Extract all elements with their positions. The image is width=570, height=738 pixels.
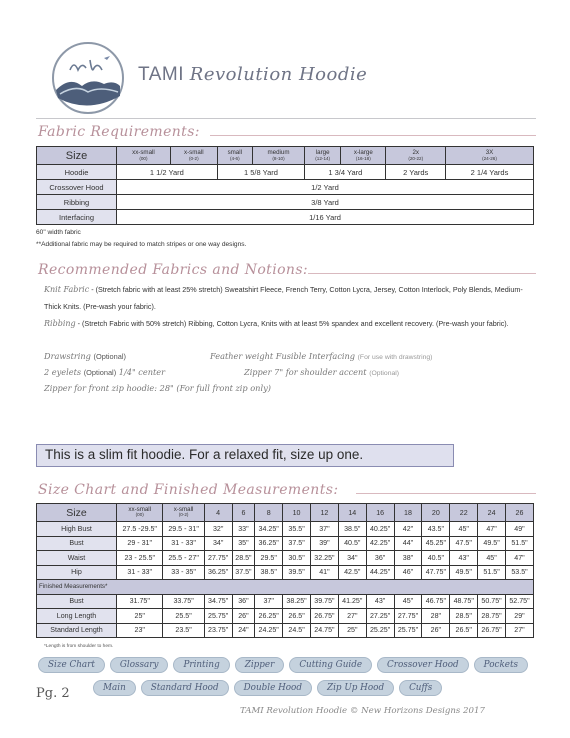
size-col: 2x (20-22) bbox=[386, 147, 446, 165]
table-cell: 45.25" bbox=[422, 536, 450, 551]
fabric-width-note: 60" width fabric bbox=[36, 229, 81, 236]
table-row bbox=[37, 536, 534, 551]
body-measurements bbox=[37, 522, 534, 580]
table-cell: 1 3/4 Yard bbox=[305, 165, 386, 180]
size-col: medium (8-10) bbox=[252, 147, 304, 165]
interfacing-notion: Feather weight Fusible Interfacing (For use with drawstring) bbox=[210, 351, 433, 361]
size-col: xx-small (00) bbox=[117, 504, 163, 522]
table-cell: 26.5" bbox=[450, 623, 478, 638]
nav-button-printing[interactable]: Printing bbox=[173, 657, 229, 673]
table-row bbox=[37, 551, 534, 566]
size-col: 14 bbox=[338, 504, 366, 522]
table-header-row bbox=[37, 504, 534, 522]
table-cell: 27.75" bbox=[204, 551, 232, 566]
table-cell: 35" bbox=[232, 536, 255, 551]
row-label: Standard Length bbox=[37, 623, 117, 638]
row-label: Crossover Hood bbox=[37, 180, 117, 195]
table-cell: 39.5" bbox=[283, 565, 311, 580]
table-cell: 32" bbox=[204, 522, 232, 537]
nav-button-size-chart[interactable]: Size Chart bbox=[38, 657, 105, 673]
title-brand: TAMI bbox=[138, 64, 184, 85]
table-cell: 31.75" bbox=[117, 594, 163, 609]
table-cell: 27.75" bbox=[394, 609, 422, 624]
table-cell: 27" bbox=[506, 623, 534, 638]
size-col: 6 bbox=[232, 504, 255, 522]
ribbing-label: Ribbing bbox=[44, 319, 76, 328]
table-row bbox=[37, 210, 534, 225]
drawstring-notion: Drawstring (Optional) bbox=[44, 351, 126, 361]
table-cell: 26" bbox=[232, 609, 255, 624]
table-cell: 42.25" bbox=[366, 536, 394, 551]
table-cell: 23 - 25.5" bbox=[117, 551, 163, 566]
nav-button-zipper[interactable]: Zipper bbox=[235, 657, 285, 673]
table-cell: 52.75" bbox=[506, 594, 534, 609]
size-col: large (12-14) bbox=[305, 147, 341, 165]
table-cell: 31 - 33" bbox=[163, 536, 204, 551]
size-col: 26 bbox=[506, 504, 534, 522]
table-row bbox=[37, 522, 534, 537]
table-cell: 24.25" bbox=[255, 623, 283, 638]
table-cell: 27.5 -29.5" bbox=[117, 522, 163, 537]
table-cell: 34" bbox=[204, 536, 232, 551]
size-col: small (4-6) bbox=[217, 147, 252, 165]
table-cell: 30.5" bbox=[283, 551, 311, 566]
table-cell: 49.5" bbox=[478, 536, 506, 551]
table-cell: 1/16 Yard bbox=[117, 210, 534, 225]
table-cell: 29.5 - 31" bbox=[163, 522, 204, 537]
table-cell: 2 1/4 Yards bbox=[445, 165, 533, 180]
row-label: Bust bbox=[37, 536, 117, 551]
table-cell: 38" bbox=[394, 551, 422, 566]
table-row bbox=[37, 565, 534, 580]
table-cell: 23" bbox=[117, 623, 163, 638]
table-cell: 40.5" bbox=[422, 551, 450, 566]
section-divider bbox=[308, 273, 536, 274]
fabric-requirements-heading: Fabric Requirements: bbox=[38, 124, 200, 140]
length-footnote: *Length is from shoulder to hem. bbox=[44, 644, 114, 649]
table-cell: 37" bbox=[310, 522, 338, 537]
table-cell: 38.25" bbox=[283, 594, 311, 609]
size-col: 24 bbox=[478, 504, 506, 522]
table-cell: 26.5" bbox=[283, 609, 311, 624]
brand-logo bbox=[50, 40, 126, 116]
knit-fabric-label: Knit Fabric bbox=[44, 285, 90, 294]
table-cell: 26.25" bbox=[255, 609, 283, 624]
size-col: x-small (0-2) bbox=[170, 147, 217, 165]
finished-measurements bbox=[37, 594, 534, 638]
table-cell: 3/8 Yard bbox=[117, 195, 534, 210]
row-label: Ribbing bbox=[37, 195, 117, 210]
table-cell: 25" bbox=[117, 609, 163, 624]
table-cell: 47.5" bbox=[450, 536, 478, 551]
knit-fabric-paragraph bbox=[44, 282, 534, 315]
fabric-requirements-table bbox=[36, 146, 534, 225]
table-cell: 26.75" bbox=[310, 609, 338, 624]
table-cell: 44" bbox=[394, 536, 422, 551]
size-col: 8 bbox=[255, 504, 283, 522]
table-cell: 29" bbox=[506, 609, 534, 624]
size-col: x-large (16-18) bbox=[341, 147, 386, 165]
table-cell: 1 1/2 Yard bbox=[117, 165, 218, 180]
table-cell: 29 - 31" bbox=[117, 536, 163, 551]
table-cell: 34" bbox=[338, 551, 366, 566]
table-cell: 33" bbox=[232, 522, 255, 537]
table-cell: 49" bbox=[506, 522, 534, 537]
row-label: Hip bbox=[37, 565, 117, 580]
table-cell: 29.5" bbox=[255, 551, 283, 566]
size-header: Size bbox=[37, 504, 117, 522]
table-cell: 1 5/8 Yard bbox=[217, 165, 304, 180]
table-cell: 31 - 33" bbox=[117, 565, 163, 580]
row-label: Long Length bbox=[37, 609, 117, 624]
table-cell: 32.25" bbox=[310, 551, 338, 566]
table-cell: 34.25" bbox=[255, 522, 283, 537]
table-cell: 41.25" bbox=[338, 594, 366, 609]
table-cell: 43" bbox=[450, 551, 478, 566]
nav-button-standard-hood[interactable]: Standard Hood bbox=[141, 680, 229, 696]
size-col: 22 bbox=[450, 504, 478, 522]
section-divider bbox=[356, 493, 536, 494]
table-cell: 25.25" bbox=[366, 623, 394, 638]
eyelets-notion: 2 eyelets (Optional) 1/4" center bbox=[44, 367, 166, 377]
table-cell: 25" bbox=[338, 623, 366, 638]
table-cell: 27.25" bbox=[366, 609, 394, 624]
row-label: Interfacing bbox=[37, 210, 117, 225]
table-cell: 26.75" bbox=[478, 623, 506, 638]
table-cell: 46" bbox=[394, 565, 422, 580]
table-cell: 51.5" bbox=[478, 565, 506, 580]
size-col: x-small (0-2) bbox=[163, 504, 204, 522]
size-chart-table bbox=[36, 503, 534, 638]
page-number: Pg. 2 bbox=[36, 686, 70, 701]
table-cell: 33 - 35" bbox=[163, 565, 204, 580]
row-label: Hoodie bbox=[37, 165, 117, 180]
nav-button-zip-up-hood[interactable]: Zip Up Hood bbox=[317, 680, 394, 696]
table-cell: 28" bbox=[422, 609, 450, 624]
table-cell: 2 Yards bbox=[386, 165, 446, 180]
nav-button-cutting-guide[interactable]: Cutting Guide bbox=[289, 657, 372, 673]
footer-credit: TAMI Revolution Hoodie © New Horizons Designs 2017 bbox=[240, 706, 485, 716]
table-cell: 47" bbox=[506, 551, 534, 566]
nav-button-pockets[interactable]: Pockets bbox=[474, 657, 528, 673]
table-row bbox=[37, 609, 534, 624]
row-label: Waist bbox=[37, 551, 117, 566]
table-cell: 36.25" bbox=[204, 565, 232, 580]
table-cell: 35.5" bbox=[283, 522, 311, 537]
additional-fabric-note: **Additional fabric may be required to match stripes or one way designs. bbox=[36, 241, 247, 248]
recommended-heading: Recommended Fabrics and Notions: bbox=[38, 262, 309, 278]
table-cell: 43.5" bbox=[422, 522, 450, 537]
nav-row-2 bbox=[93, 680, 442, 696]
size-col: 20 bbox=[422, 504, 450, 522]
table-cell: 39.75" bbox=[310, 594, 338, 609]
table-cell: 24.75" bbox=[310, 623, 338, 638]
finished-measurements-label: Finished Measurements* bbox=[37, 580, 534, 595]
table-cell: 28.5" bbox=[450, 609, 478, 624]
table-cell: 28.5" bbox=[232, 551, 255, 566]
table-cell: 37.5" bbox=[283, 536, 311, 551]
table-cell: 33.75" bbox=[163, 594, 204, 609]
size-col: 10 bbox=[283, 504, 311, 522]
table-cell: 25.5" bbox=[163, 609, 204, 624]
table-cell: 36" bbox=[366, 551, 394, 566]
table-cell: 40.5" bbox=[338, 536, 366, 551]
fit-banner: This is a slim fit hoodie. For a relaxed fit, size up one. bbox=[36, 444, 454, 467]
table-cell: 40.25" bbox=[366, 522, 394, 537]
table-cell: 34.75" bbox=[204, 594, 232, 609]
size-col: 3X (24-26) bbox=[445, 147, 533, 165]
size-header: Size bbox=[37, 147, 117, 165]
table-cell: 49.5" bbox=[450, 565, 478, 580]
table-cell: 25.75" bbox=[394, 623, 422, 638]
nav-button-glossary[interactable]: Glossary bbox=[110, 657, 169, 673]
zipper-accent-notion: Zipper 7" for shoulder accent (Optional) bbox=[244, 367, 400, 377]
size-col: 18 bbox=[394, 504, 422, 522]
nav-button-double-hood[interactable]: Double Hood bbox=[234, 680, 312, 696]
table-cell: 45" bbox=[450, 522, 478, 537]
table-cell: 24" bbox=[232, 623, 255, 638]
table-cell: 38.5" bbox=[255, 565, 283, 580]
table-cell: 45" bbox=[394, 594, 422, 609]
nav-button-cuffs[interactable]: Cuffs bbox=[399, 680, 442, 696]
table-cell: 45" bbox=[478, 551, 506, 566]
table-cell: 44.25" bbox=[366, 565, 394, 580]
size-col: xx-small (00) bbox=[117, 147, 171, 165]
table-cell: 48.75" bbox=[450, 594, 478, 609]
table-cell: 47.75" bbox=[422, 565, 450, 580]
table-cell: 51.5" bbox=[506, 536, 534, 551]
size-col: 12 bbox=[310, 504, 338, 522]
table-cell: 26" bbox=[422, 623, 450, 638]
table-cell: 37.5" bbox=[232, 565, 255, 580]
knit-fabric-text: - (Stretch fabric with at least 25% stretch) Sweatshirt Fleece, French Terry, Cotton Lycra, Jersey, Cotton Interlock, Poly Blends, Medium-Thick Knits. (Pre-wash your fabric). bbox=[44, 285, 523, 311]
nav-button-crossover-hood[interactable]: Crossover Hood bbox=[377, 657, 469, 673]
table-header-row bbox=[37, 147, 534, 165]
table-row bbox=[37, 180, 534, 195]
table-cell: 39" bbox=[310, 536, 338, 551]
document-title bbox=[138, 64, 367, 86]
table-cell: 23.75" bbox=[204, 623, 232, 638]
table-cell: 25.75" bbox=[204, 609, 232, 624]
size-col: 16 bbox=[366, 504, 394, 522]
table-cell: 25.5 - 27" bbox=[163, 551, 204, 566]
table-cell: 47" bbox=[478, 522, 506, 537]
table-cell: 24.5" bbox=[283, 623, 311, 638]
table-cell: 41" bbox=[310, 565, 338, 580]
table-row bbox=[37, 594, 534, 609]
ribbing-text: - (Stretch Fabric with 50% stretch) Ribbing, Cotton Lycra, Knits with at least 5% spandex and excellent recovery. (Pre-wash your fabric). bbox=[75, 319, 509, 328]
table-cell: 37" bbox=[255, 594, 283, 609]
row-label: High Bust bbox=[37, 522, 117, 537]
table-cell: 36.25" bbox=[255, 536, 283, 551]
table-cell: 1/2 Yard bbox=[117, 180, 534, 195]
header-divider bbox=[36, 118, 536, 119]
table-cell: 46.75" bbox=[422, 594, 450, 609]
zipper-front-notion: Zipper for front zip hoodie: 28" (For full front zip only) bbox=[44, 383, 271, 393]
table-cell: 53.5" bbox=[506, 565, 534, 580]
table-row bbox=[37, 195, 534, 210]
ribbing-paragraph bbox=[44, 316, 534, 333]
finished-measurements-row bbox=[37, 580, 534, 595]
table-cell: 42" bbox=[394, 522, 422, 537]
table-row bbox=[37, 165, 534, 180]
nav-row-1 bbox=[38, 657, 528, 673]
table-cell: 36" bbox=[232, 594, 255, 609]
table-cell: 50.75" bbox=[478, 594, 506, 609]
table-cell: 28.75" bbox=[478, 609, 506, 624]
table-cell: 27" bbox=[338, 609, 366, 624]
size-chart-heading: Size Chart and Finished Measurements: bbox=[38, 482, 339, 498]
size-col: 4 bbox=[204, 504, 232, 522]
title-pattern-name: Revolution Hoodie bbox=[189, 64, 368, 85]
row-label: Bust bbox=[37, 594, 117, 609]
table-cell: 38.5" bbox=[338, 522, 366, 537]
table-cell: 23.5" bbox=[163, 623, 204, 638]
table-cell: 42.5" bbox=[338, 565, 366, 580]
table-cell: 43" bbox=[366, 594, 394, 609]
nav-button-main[interactable]: Main bbox=[93, 680, 136, 696]
table-row bbox=[37, 623, 534, 638]
section-divider bbox=[210, 135, 536, 136]
